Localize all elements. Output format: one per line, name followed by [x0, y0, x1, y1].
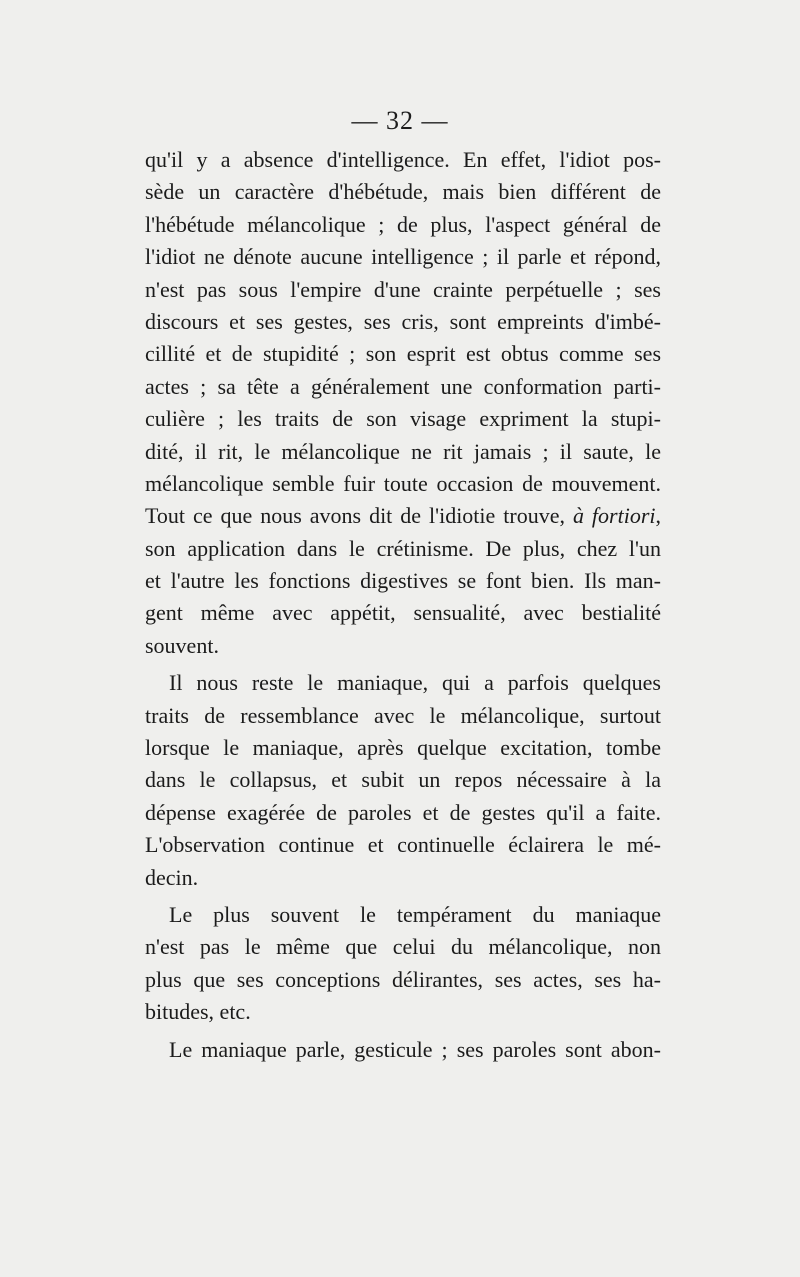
text-line: culière ; les traits de son visage expriment la stupi-: [145, 406, 661, 432]
text-line: decin.: [145, 864, 199, 890]
text-line: Tout ce que nous avons dit de l'idiotie trouve, à fortiori,: [145, 503, 661, 529]
text-line: n'est pas le même que celui du mélancolique, non: [145, 934, 661, 960]
text-line: actes ; sa tête a généralement une conformation parti-: [145, 373, 661, 399]
text-line: l'idiot ne dénote aucune intelligence ; il parle et répond,: [145, 244, 661, 270]
text-line: lorsque le maniaque, après quelque excitation, tombe: [145, 735, 661, 761]
text-line: Le plus souvent le tempérament du maniaque: [169, 901, 661, 927]
text-line: Il nous reste le maniaque, qui a parfois quelques: [169, 670, 661, 696]
body-text: [145, 144, 661, 1066]
text-line: bitudes, etc.: [145, 999, 251, 1025]
text-line: Le maniaque parle, gesticule ; ses paroles sont abon-: [169, 1036, 661, 1062]
text-line: et l'autre les fonctions digestives se font bien. Ils man-: [145, 568, 661, 594]
paragraph: [145, 144, 661, 662]
paragraph: [145, 667, 661, 894]
text-line: mélancolique semble fuir toute occasion de mouvement.: [145, 470, 661, 496]
text-line: cillité et de stupidité ; son esprit est obtus comme ses: [145, 341, 661, 367]
paragraph: [145, 899, 661, 1029]
text-line: L'observation continue et continuelle éclairera le mé-: [145, 832, 661, 858]
page-number: — 32 —: [351, 106, 449, 135]
text-line: traits de ressemblance avec le mélancolique, surtout: [145, 702, 661, 728]
text-line: n'est pas sous l'empire d'une crainte perpétuelle ; ses: [145, 276, 661, 302]
text-line: son application dans le crétinisme. De plus, chez l'un: [145, 535, 661, 561]
text-line: sède un caractère d'hébétude, mais bien différent de: [145, 179, 661, 205]
text-line: plus que ses conceptions délirantes, ses actes, ses ha-: [145, 966, 661, 992]
paragraph: [145, 1034, 661, 1066]
text-line: dans le collapsus, et subit un repos nécessaire à la: [145, 767, 661, 793]
text-line: souvent.: [145, 632, 219, 658]
text-line: dépense exagérée de paroles et de gestes qu'il a faite.: [145, 799, 661, 825]
text-line: qu'il y a absence d'intelligence. En effet, l'idiot pos-: [145, 147, 661, 172]
text-line: dité, il rit, le mélancolique ne rit jamais ; il saute, le: [145, 438, 661, 464]
text-line: discours et ses gestes, ses cris, sont empreints d'imbé-: [145, 308, 661, 334]
text-line: gent même avec appétit, sensualité, avec bestialité: [145, 600, 661, 626]
text-line: l'hébétude mélancolique ; de plus, l'aspect général de: [145, 211, 661, 237]
